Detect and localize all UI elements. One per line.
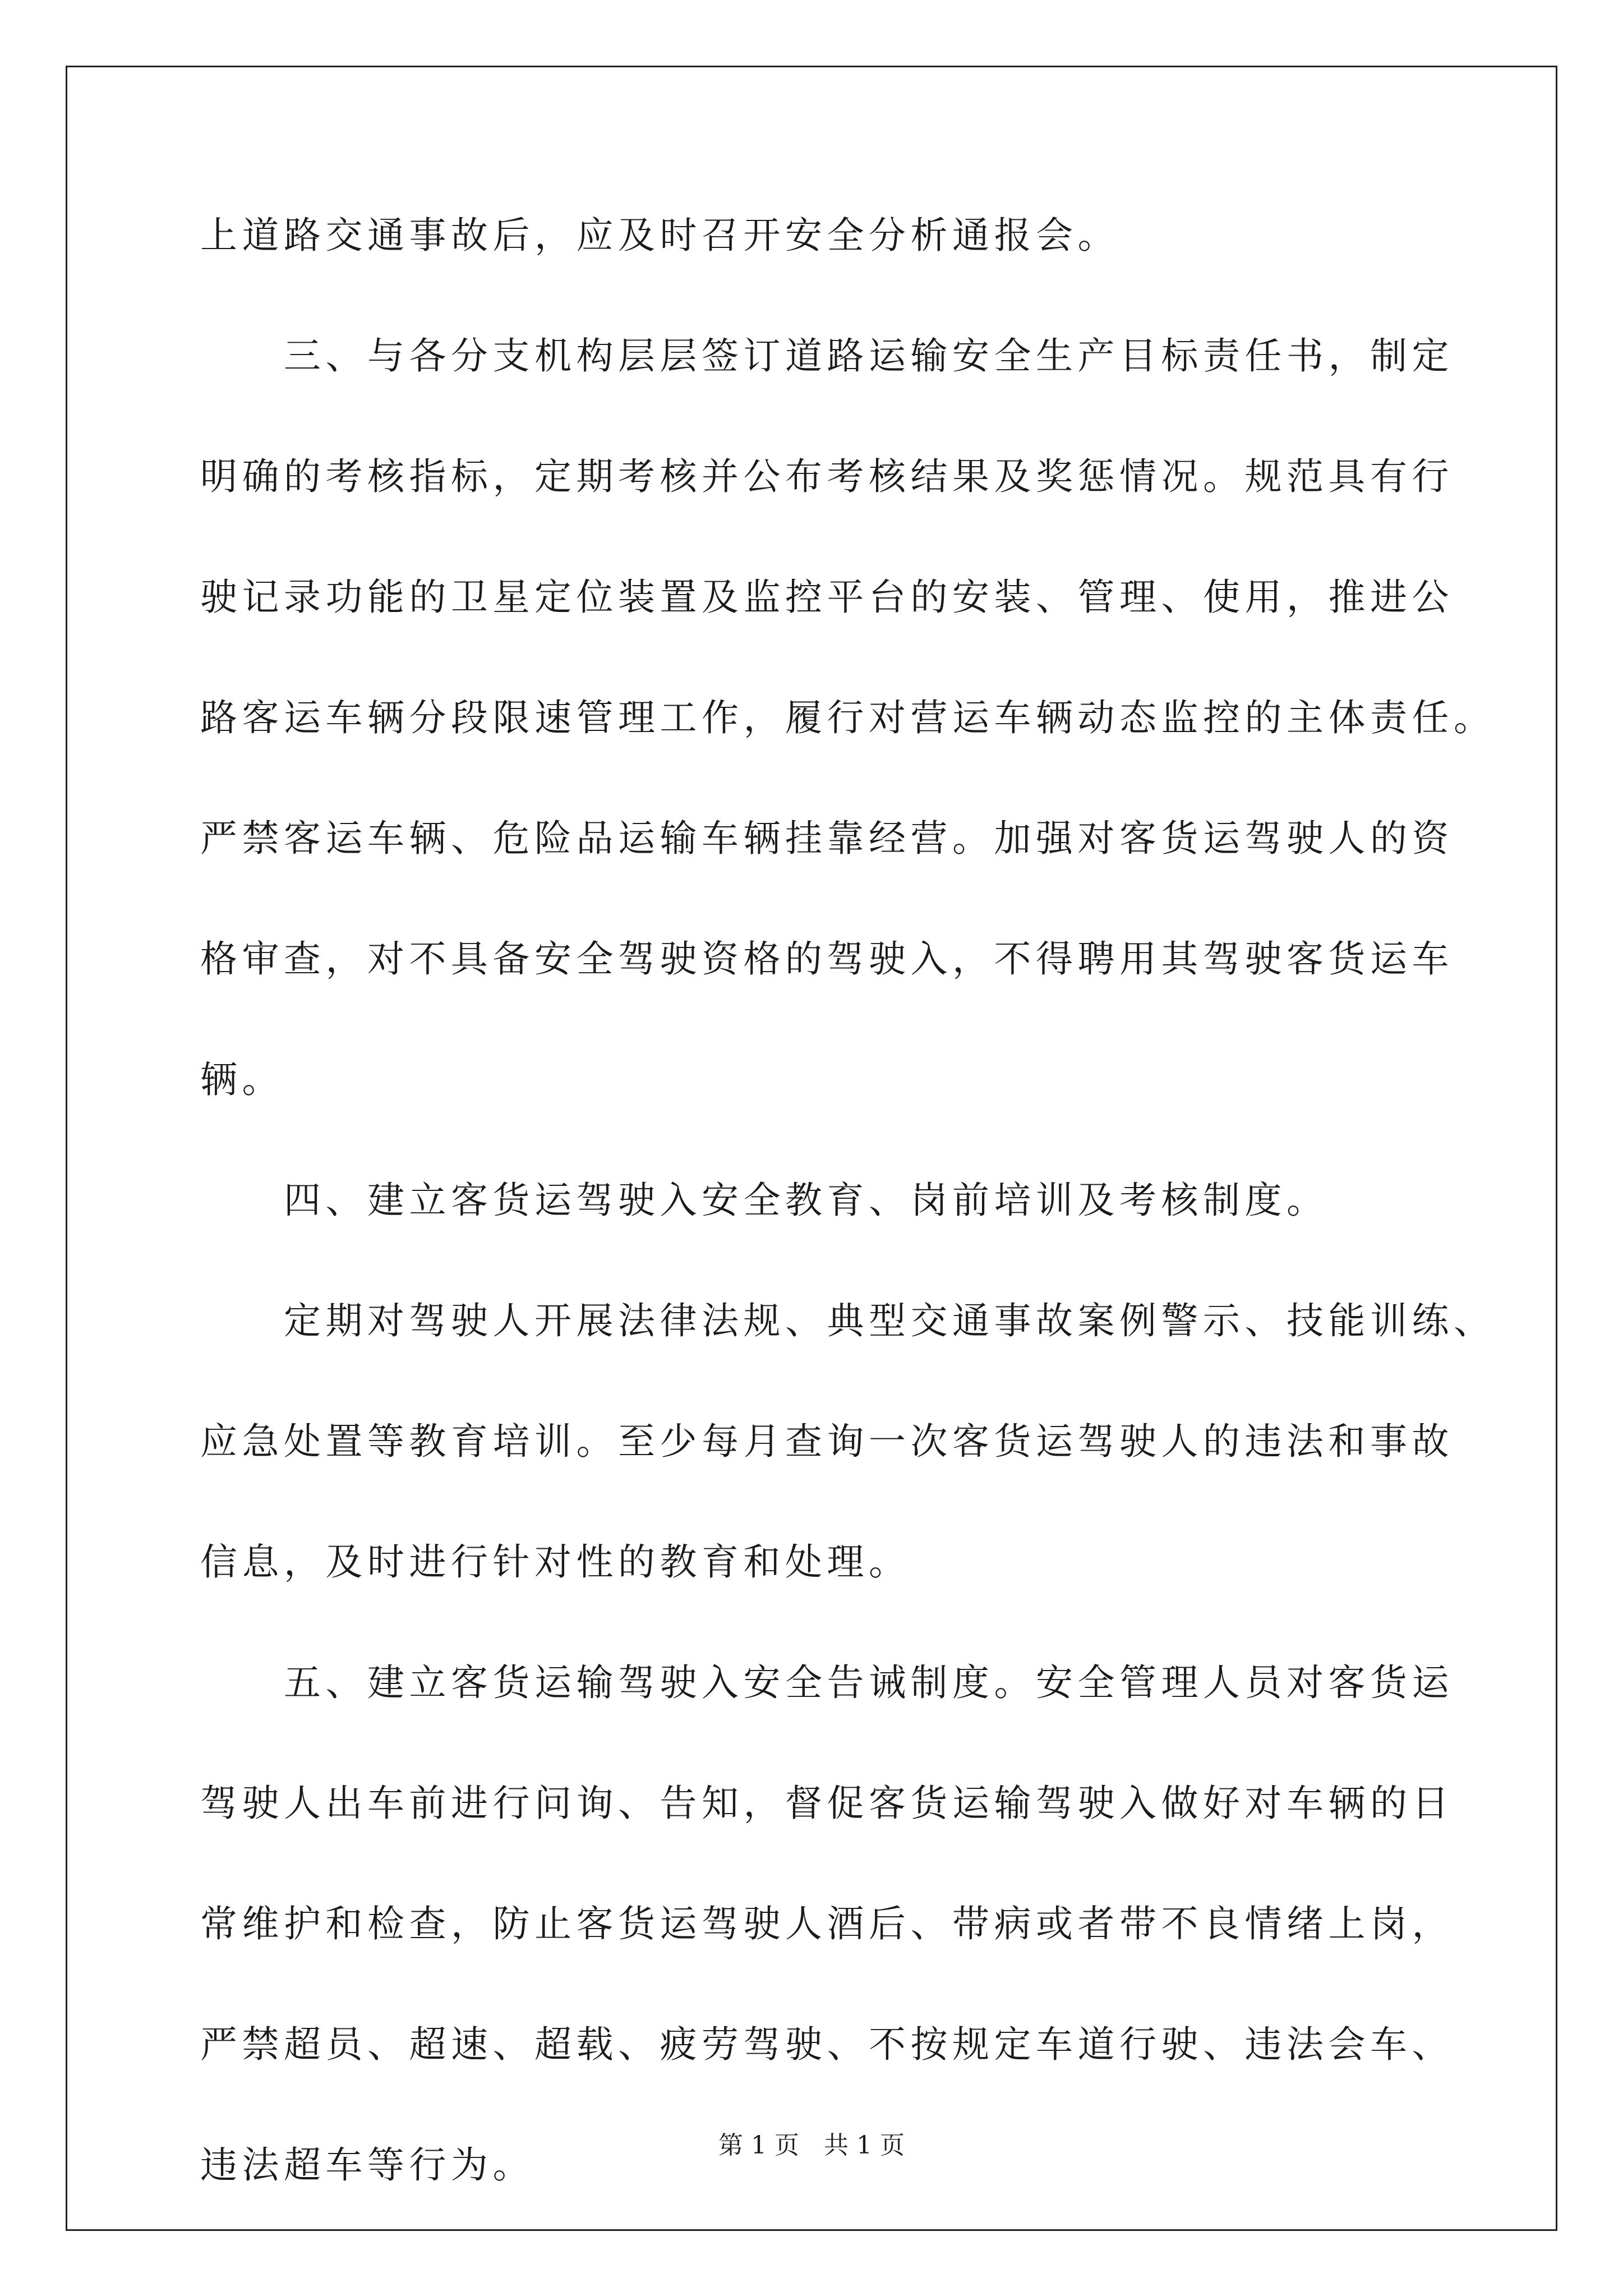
- text-line: 格审查，对不具备安全驾驶资格的驾驶入，不得聘用其驾驶客货运车: [200, 937, 1454, 981]
- text-line: 驶记录功能的卫星定位装置及监控平台的安装、管理、使用，推进公: [200, 576, 1454, 619]
- text-line: 应急处置等教育培训。至少每月查询一次客货运驾驶人的违法和事故: [200, 1420, 1454, 1463]
- text-line: 常维护和检查，防止客货运驾驶人酒后、带病或者带不良情绪上岗，: [200, 1902, 1454, 1945]
- text-line: 三、与各分支机构层层签订道路运输安全生产目标责任书，制定: [200, 334, 1454, 378]
- text-line: 五、建立客货运输驾驶入安全告诫制度。安全管理人员对客货运: [200, 1661, 1454, 1704]
- text-line: 违法超车等行为。: [200, 2143, 534, 2187]
- text-line: 信息，及时进行针对性的教育和处理。: [200, 1540, 911, 1584]
- text-line: 严禁客运车辆、危险品运输车辆挂靠经营。加强对客货运驾驶人的资: [200, 817, 1454, 860]
- text-line: 明确的考核指标，定期考核并公布考核结果及奖惩情况。规范具有行: [200, 455, 1454, 498]
- text-line: 路客运车辆分段限速管理工作，履行对营运车辆动态监控的主体责任。: [200, 696, 1496, 739]
- text-line: 驾驶人出车前进行问询、告知，督促客货运输驾驶入做好对车辆的日: [200, 1782, 1454, 1825]
- text-line: 四、建立客货运驾驶入安全教育、岗前培训及考核制度。: [200, 1179, 1329, 1222]
- page-number-footer: 第 1 页 共 1 页: [718, 2131, 905, 2160]
- text-line: 严禁超员、超速、超载、疲劳驾驶、不按规定车道行驶、违法会车、: [200, 2023, 1454, 2066]
- text-line: 辆。: [200, 1058, 284, 1101]
- text-line: 上道路交通事故后，应及时召开安全分析通报会。: [200, 214, 1119, 257]
- text-line: 定期对驾驶人开展法律法规、典型交通事故案例警示、技能训练、: [200, 1299, 1496, 1342]
